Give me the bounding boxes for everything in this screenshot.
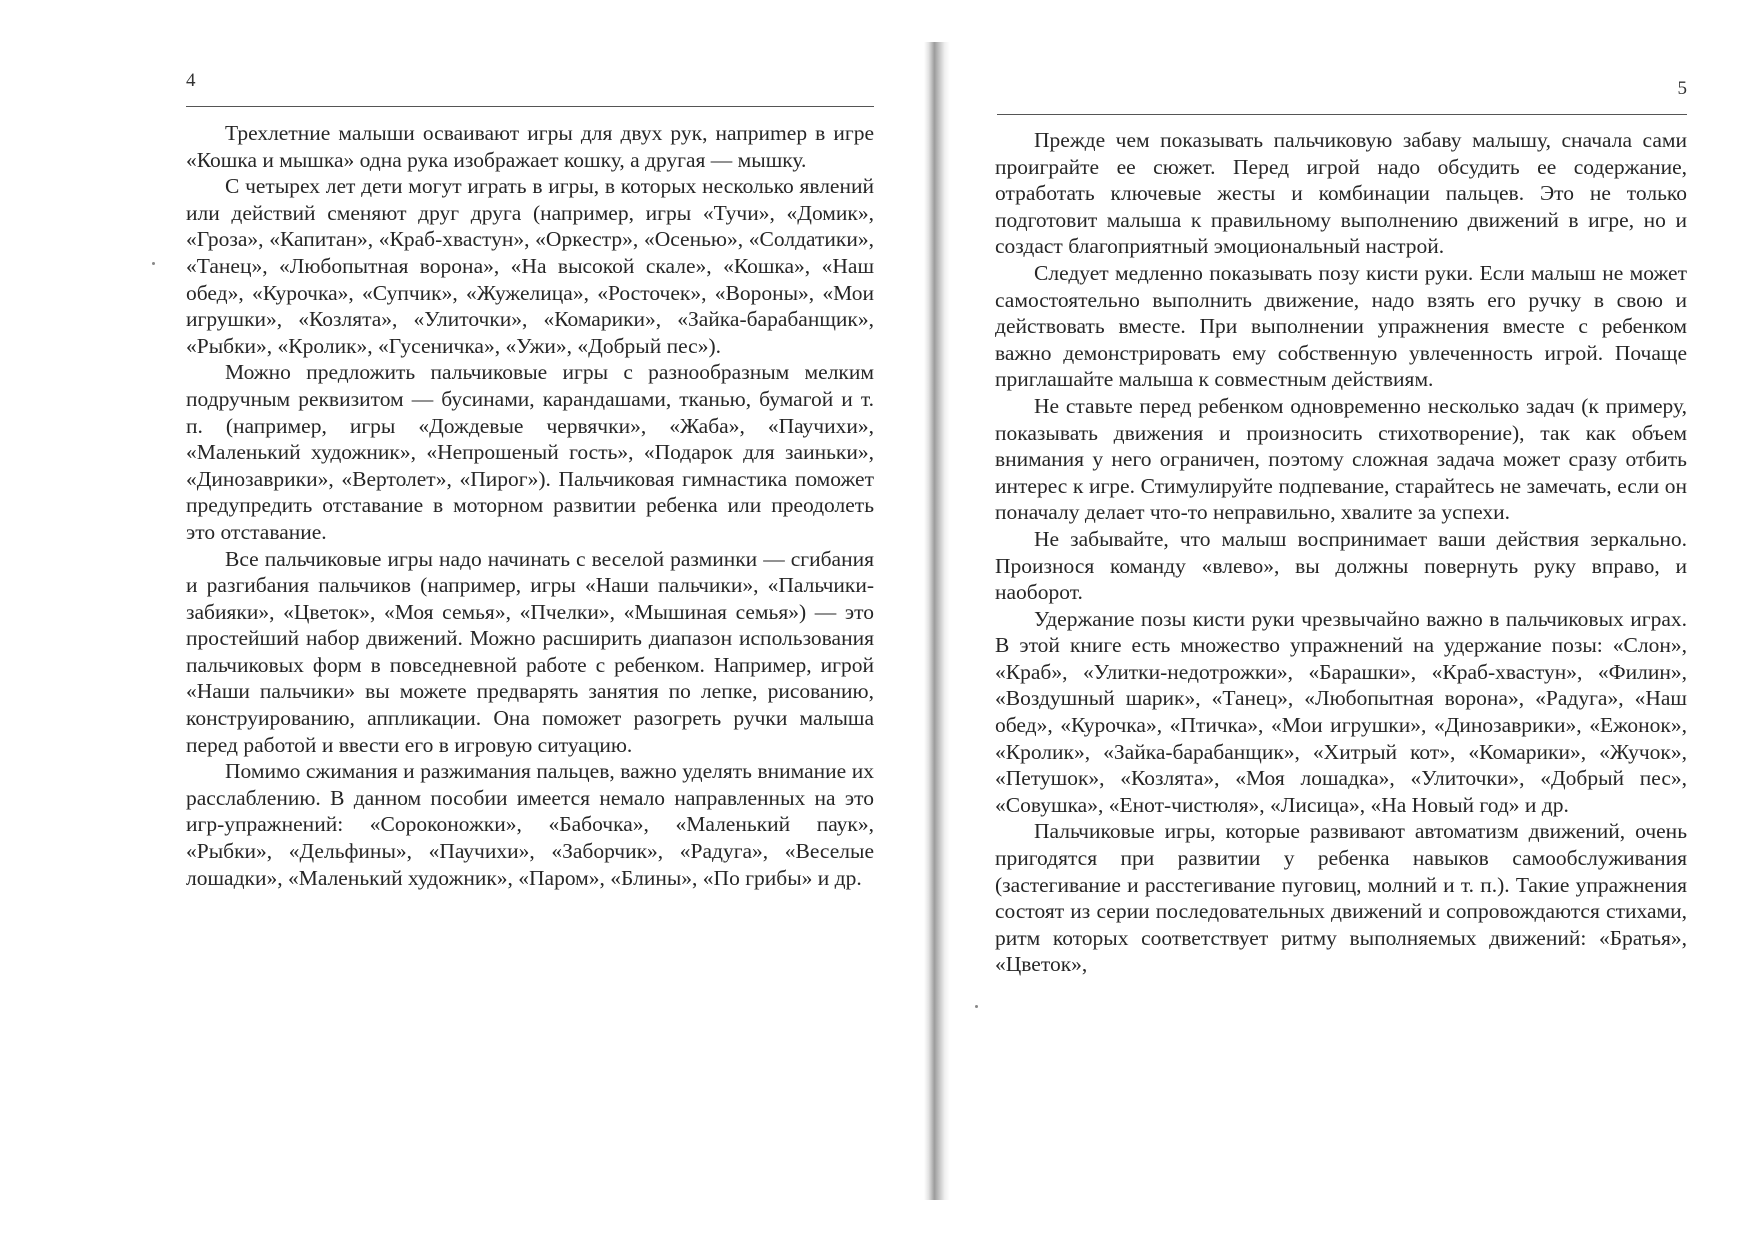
left-page-header — [186, 66, 874, 107]
paragraph: Не забывайте, что малыш воспринимает ваши действия зеркально. Произнося команду «влево», вы должны повернуть руку вправо, и наоборот. — [995, 526, 1687, 605]
paragraph: Пальчиковые игры, которые развивают автоматизм движений, очень пригодятся при развитии у ребенка навыков самообслуживания (застегивание и расстегивание пуговиц, молний и т. п.). Такие упражнения состоят из серии последовательных движений и сопровождаются стихами, ритм которых соответствует ритму выполняемых движений: «Братья», «Цветок», — [995, 819, 1687, 977]
left-page-text — [186, 120, 874, 891]
paragraph: Все пальчиковые игры надо начинать с веселой разминки — сгибания и разгибания пальчиков (например, игры «Наши пальчики», «Пальчики-забияки», «Цветок», «Моя семья», «Пчелки», «Мышиная семья») — это простейший набор движений. Можно расширить диапазон использования пальчиковых форм в повседневной работе с ребенком. Например, игрой «Наши пальчики» вы можете предварять занятия по лепке, рисованию, конструированию, аппликации. Она поможет разогреть ручки малыша перед работой и ввести его в игровую ситуацию. — [186, 546, 874, 757]
scan-speck — [975, 1005, 978, 1008]
paragraph: Можно предложить пальчиковые игры с разнообразным мелким подручным реквизитом — бусинами, карандашами, тканью, бумагой и т. п. (например, игры «Дождевые червячки», «Жаба», «Паучихи», «Маленький художник», «Непрошеный гость», «Подарок для заиньки», «Динозаврики», «Вертолет», «Пирог»). Пальчиковая гимнастика поможет предупредить отставание в моторном развитии ребенка или преодолеть это отставание. — [186, 360, 874, 544]
paragraph: Следует медленно показывать позу кисти руки. Если малыш не может самостоятельно выполнить движение, надо взять его ручку в свою и действовать вместе. При выполнении упражнения вместе с ребенком важно демонстрировать ему собственную увлеченность игрой. Почаще приглашайте малыша к совместным действиям. — [995, 260, 1687, 392]
right-page-text — [995, 127, 1687, 978]
paragraph: Трехлетние малыши осваивают игры для двух рук, наприmер в игре «Кошка и мышка» одна рука изображает кошку, а другая — мышку. — [186, 121, 874, 172]
paragraph: С четырех лет дети могут играть в игры, в которых несколько явлений или действий сменяют друг друга (например, игры «Тучи», «Домик», «Гроза», «Капитан», «Краб-хвастун», «Оркестр», «Осенью», «Солдатики», «Танец», «Любопытная ворона», «На высокой скале», «Кошка», «Наш обед», «Курочка», «Супчик», «Жужелица», «Росточек», «Вороны», «Мои игрушки», «Козлята», «Улиточки», «Комарики», «Зайка-барабанщик», «Рыбки», «Кролик», «Гусеничка», «Ужи», «Добрый пес»). — [186, 174, 874, 358]
paragraph: Удержание позы кисти руки чрезвычайно важно в пальчиковых играх. В этой книге есть множество упражнений на удержание позы: «Слон», «Краб», «Улитки-недотрожки», «Барашки», «Краб-хвастун», «Филин», «Воздушный шарик», «Танец», «Любопытная ворона», «Радуга», «Наш обед», «Курочка», «Птичка», «Мои игрушки», «Динозаврики», «Ежонок», «Кролик», «Зайка-барабанщик», «Хитрый кот», «Комарики», «Жучок», «Петушок», «Козлята», «Моя лошадка», «Улиточки», «Добрый пес», «Совушка», «Енот-чистюля», «Лисица», «На Новый год» и др. — [995, 606, 1687, 817]
right-page-number: 5 — [1677, 78, 1687, 99]
left-page-number: 4 — [186, 70, 196, 91]
paragraph: Помимо сжимания и разжимания пальцев, важно уделять внимание их расслаблению. В данном пособии имеется немало направленных на это игр-упражнений: «Сороконожки», «Бабочка», «Маленький паук», «Рыбки», «Дельфины», «Паучихи», «Заборчик», «Радуга», «Веселые лошадки», «Маленький художник», «Паром», «Блины», «По грибы» и др. — [186, 759, 874, 890]
paragraph: Не ставьте перед ребенком одновременно несколько задач (к примеру, показывать движения и произносить стихотворение), так как объем внимания у него ограничен, поэтому сложная задача может сразу отбить интерес к игре. Стимулируйте подпевание, старайтесь не замечать, если он поначалу делает что-то неправильно, хвалите за успехи. — [995, 393, 1687, 525]
right-page — [935, 0, 1740, 1240]
paragraph: Прежде чем показывать пальчиковую забаву малышу, сначала сами проиграйте ее сюжет. Перед игрой надо обсудить ее содержание, отработать ключевые жесты и комбинации пальцев. Это не только подготовит малыша к правильному выполнению движений в игре, но и создаст благоприятный эмоциональный настрой. — [995, 128, 1687, 259]
right-page-header — [997, 74, 1687, 115]
scan-speck — [152, 262, 155, 265]
